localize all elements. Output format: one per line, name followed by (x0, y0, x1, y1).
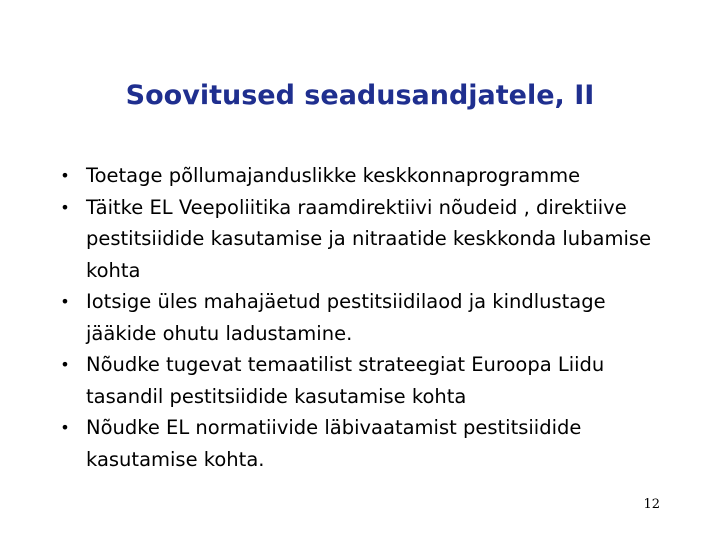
bullet-icon: • (60, 355, 70, 374)
list-item (58, 412, 668, 475)
list-item (58, 192, 668, 287)
bullet-text: Toetage põllumajanduslikke keskkonnaprogramme (86, 164, 581, 187)
list-item (58, 160, 668, 192)
bullet-text: Täitke EL Veepoliitika raamdirektiivi nõudeid , direktiive pestitsiidide kasutamise ja nitraatide keskkonda lubamise kohta (86, 195, 652, 282)
bullet-icon: • (60, 418, 70, 437)
slide-title: Soovitused seadusandjatele, II (125, 80, 595, 111)
list-item (58, 286, 668, 349)
list-item (58, 349, 668, 412)
bullet-text: Iotsige üles mahajäetud pestitsiidilaod ja kindlustage jääkide ohutu ladustamine. (86, 290, 606, 345)
bullet-icon: • (60, 166, 70, 185)
bullet-text: Nõudke tugevat temaatilist strateegiat Euroopa Liidu tasandil pestitsiidide kasutamise kohta (86, 353, 605, 408)
bullet-text: Nõudke EL normatiivide läbivaatamist pestitsiidide kasutamise kohta. (86, 416, 582, 471)
bullet-list (58, 160, 668, 475)
page-number: 12 (643, 497, 660, 512)
bullet-icon: • (60, 197, 70, 217)
bullet-icon: • (60, 292, 70, 311)
